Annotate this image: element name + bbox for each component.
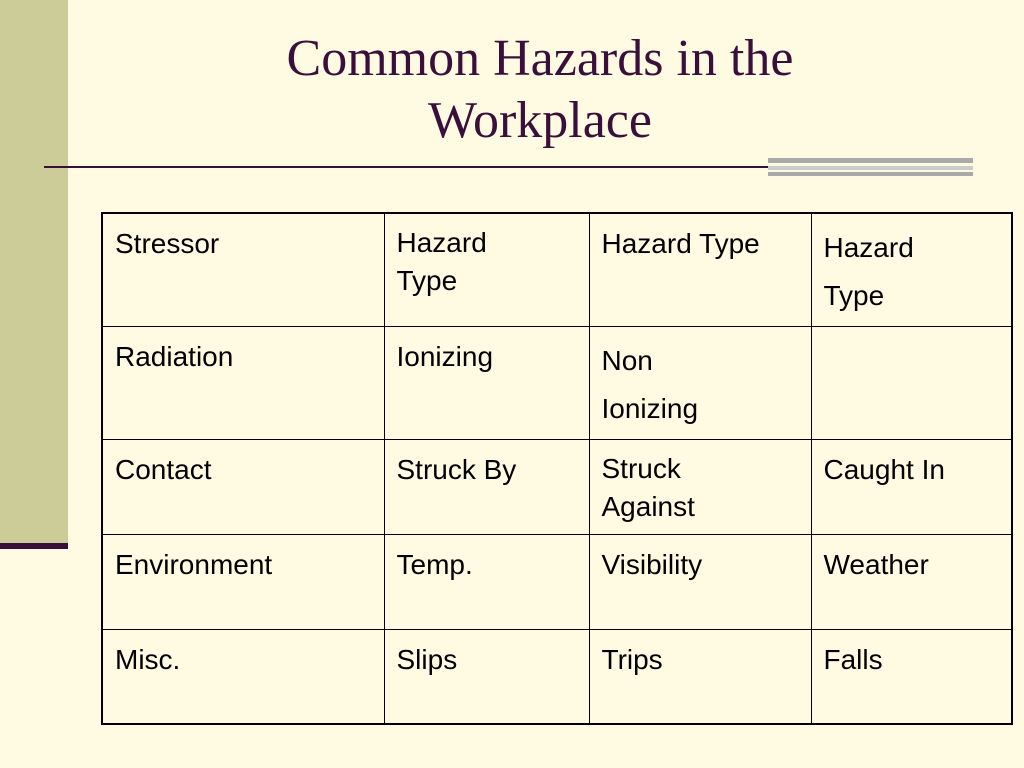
title-divider-line [44, 166, 768, 168]
table-cell: Weather [811, 535, 1012, 630]
table-cell: Visibility [589, 535, 811, 630]
table-cell [811, 327, 1012, 440]
slide-title [200, 28, 880, 152]
table-cell: Contact [102, 440, 384, 535]
table-cell: Ionizing [384, 327, 589, 440]
title-line-2: Workplace [428, 92, 652, 149]
title-divider-accent [768, 158, 973, 178]
table-cell: Stressor [102, 213, 384, 327]
title-line-1: Common Hazards in the [286, 30, 794, 87]
hazards-table [101, 212, 1013, 725]
table-cell: Trips [589, 630, 811, 724]
table-cell: Slips [384, 630, 589, 724]
table-row [102, 440, 1012, 535]
left-sidebar-bar [0, 0, 68, 544]
table-row [102, 535, 1012, 630]
table-cell: Misc. [102, 630, 384, 724]
table-row [102, 213, 1012, 327]
table-cell: Environment [102, 535, 384, 630]
table-cell-text: Hazard Type [823, 232, 914, 311]
table-cell [811, 213, 1012, 327]
table-row [102, 327, 1012, 440]
table-cell-text: Struck Against [601, 453, 695, 522]
table-cell: Falls [811, 630, 1012, 724]
table-cell-text: Hazard Type [396, 227, 487, 296]
left-accent-line [0, 543, 68, 549]
table-cell: Caught In [811, 440, 1012, 535]
table-cell: Hazard Type [589, 213, 811, 327]
table-cell [384, 213, 589, 327]
table-row [102, 630, 1012, 724]
table-cell [589, 440, 811, 535]
table-cell [589, 327, 811, 440]
table-cell: Temp. [384, 535, 589, 630]
table-cell-text: Non Ionizing [601, 345, 699, 424]
table-cell: Radiation [102, 327, 384, 440]
table-cell: Struck By [384, 440, 589, 535]
